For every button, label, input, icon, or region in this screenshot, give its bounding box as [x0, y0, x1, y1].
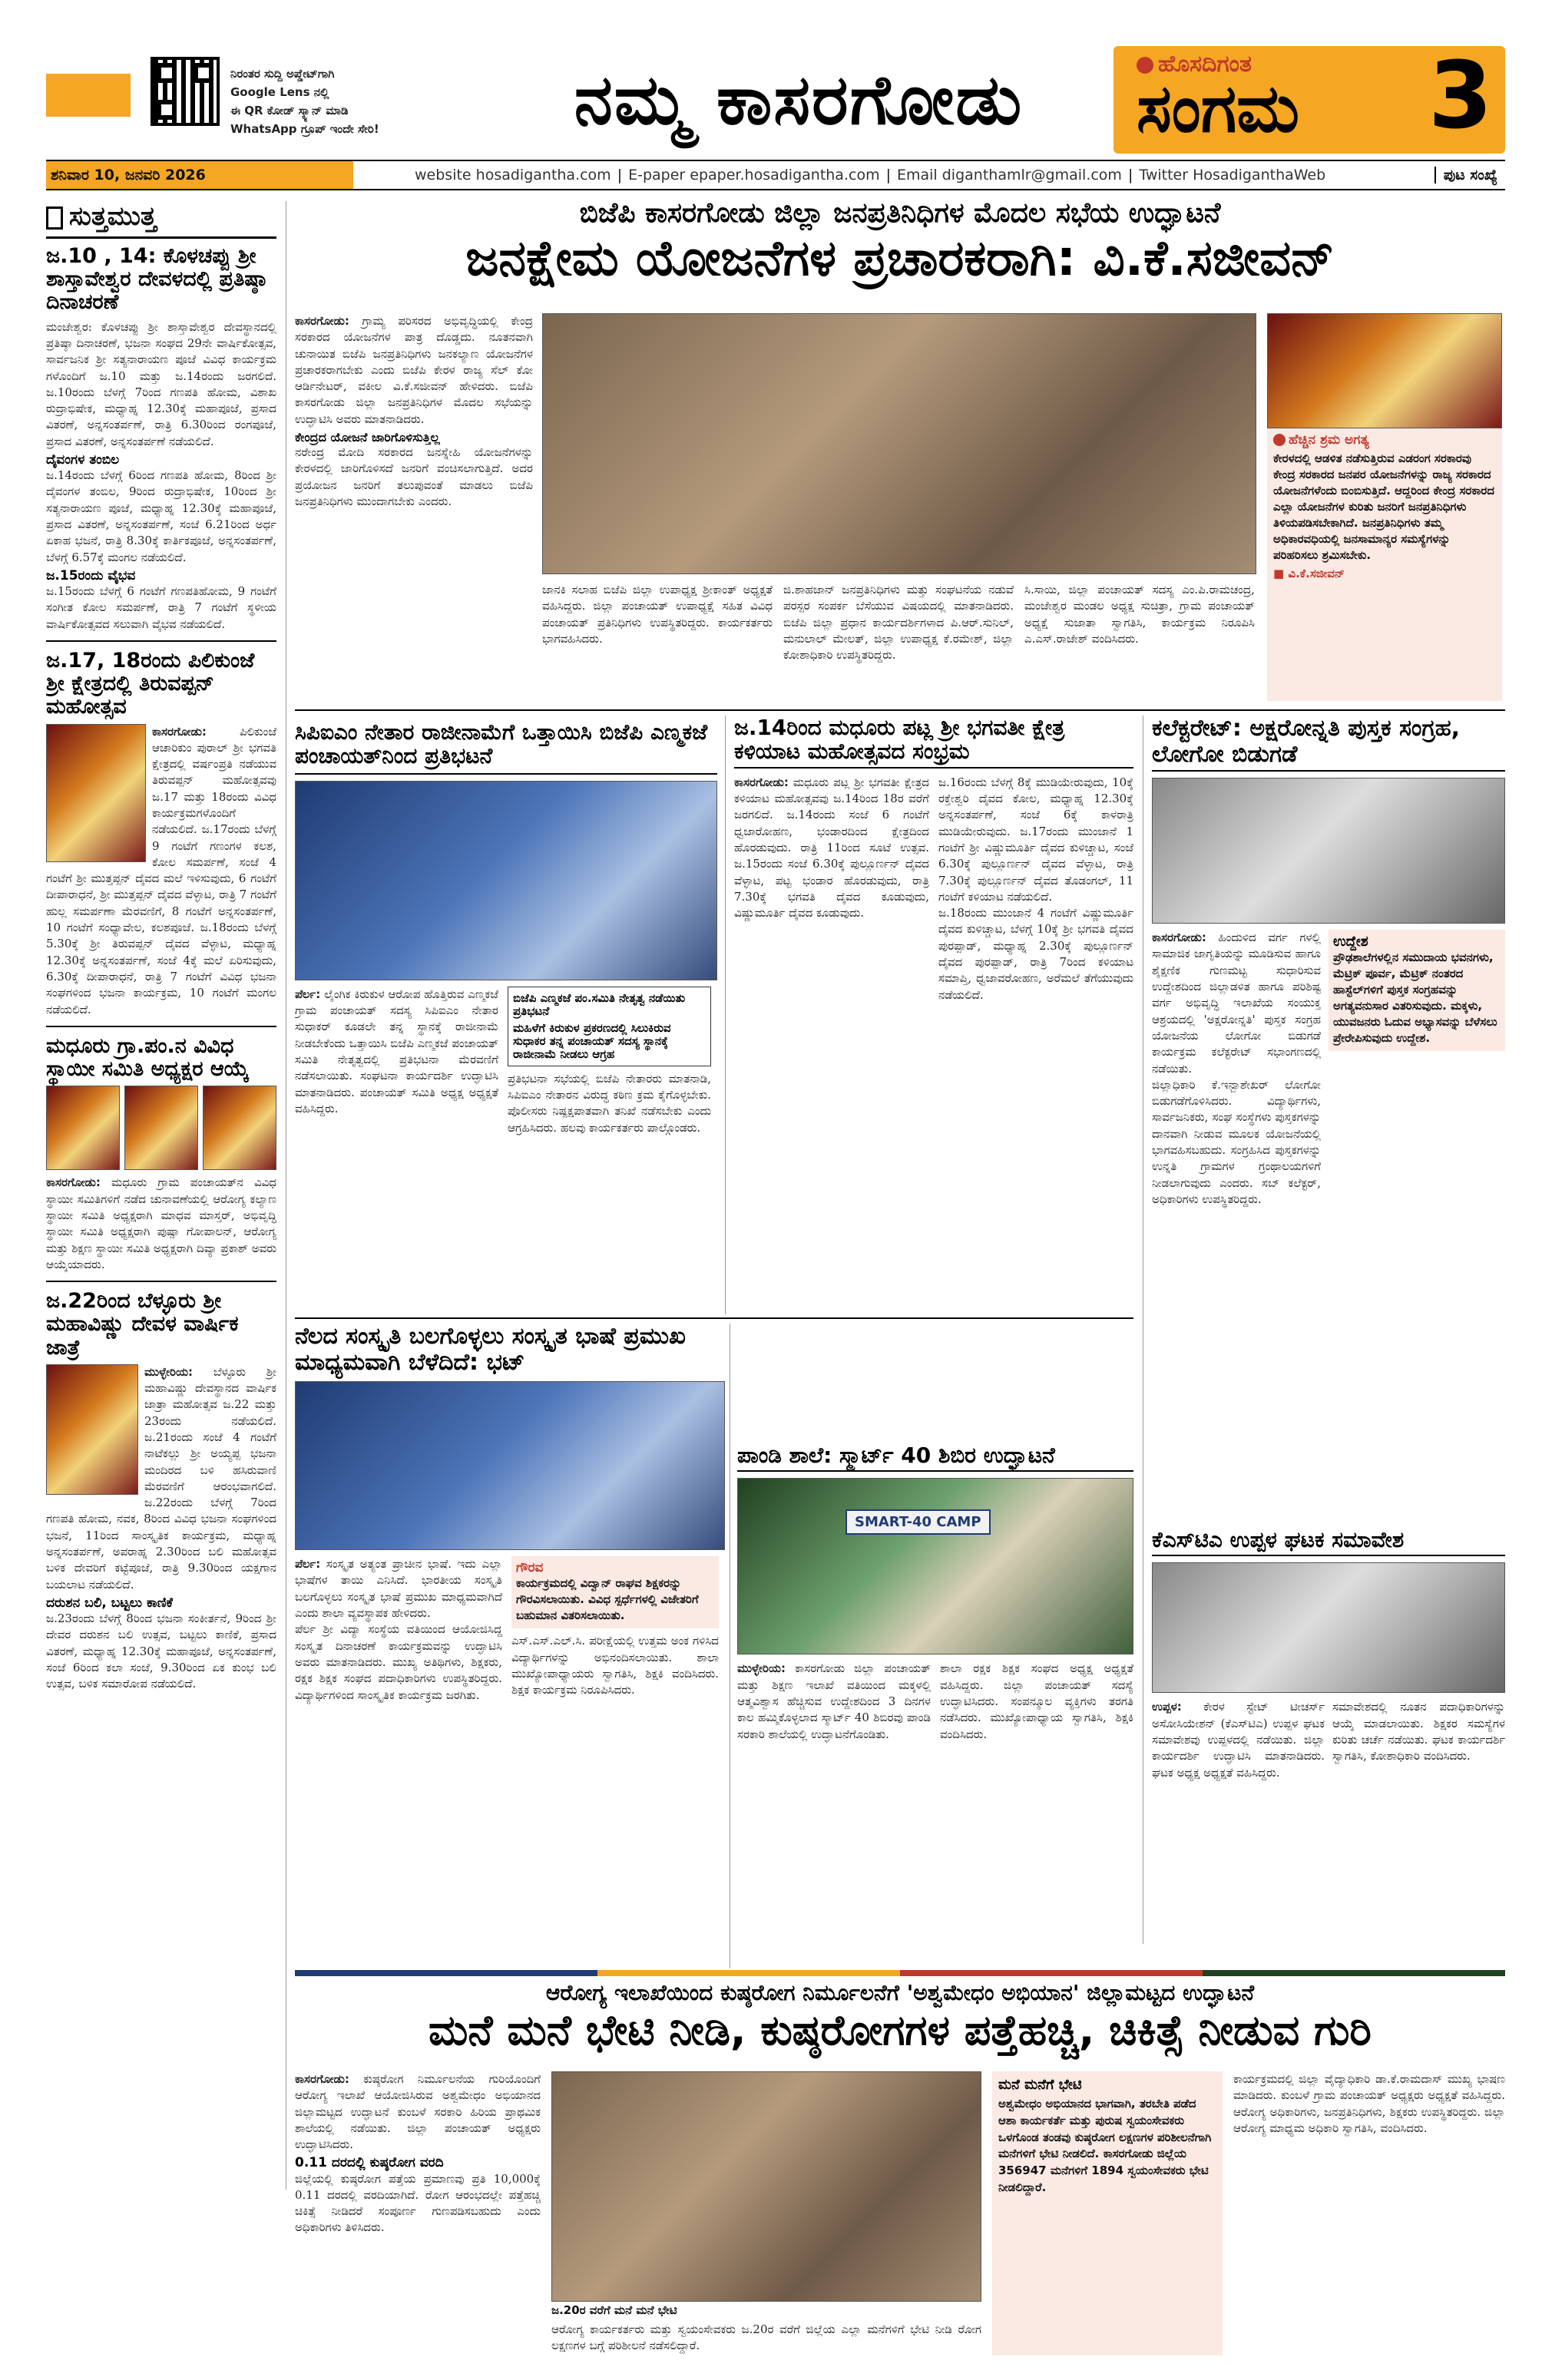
story-body: ಜ.16ರಂದು ಬೆಳಗ್ಗೆ 8ಕ್ಕೆ ಮುಡಿಯೇರುವುದು, 10ಕ್ಕೆ ರಕ್ತೇಶ್ವರಿ ದೈವದ ಕೋಲ, ಮಧ್ಯಾಹ್ನ 12.30ಕ್ಕೆ ಅನ್ನಸಂತರ್ಪಣೆ, ಸಂಜೆ 6ಕ್ಕೆ ಕಾಳರಾತ್ರಿ ಮುಡಿಯೇರುವುದು. ಜ.17ರಂದು ಮುಂಜಾನೆ 1 ಗಂಟೆಗೆ ಶ್ರೀ ವಿಷ್ಣುಮೂರ್ತಿ ದೈವದ ಕುಳಿಚ್ಚಾಟ, ಸಂಜೆ 6.30ಕ್ಕೆ ಪುಲ್ಲೂರ್ಣನ್ ದೈವದ ವೆಳ್ಳಾಟ, ರಾತ್ರಿ 7.30ಕ್ಕೆ ಪುಲ್ಲೂರ್ಣನ್ ದೈವದ ತೊಡಂಗಲ್, 11 ಗಂಟೆಗೆ ಕಳಿಯಾಟ ನಡೆಯಲಿದೆ.	[938, 775, 1133, 904]
story-smart40	[737, 1443, 1133, 1965]
lead-kicker: ಬಿಜೆಪಿ ಕಾಸರಗೋಡು ಜಿಲ್ಲಾ ಜನಪ್ರತಿನಿಧಿಗಳ ಮೊದಲ ಸಭೆಯ ಉದ್ಘಾಟನೆ	[579, 198, 1221, 229]
separator: |	[1127, 167, 1133, 183]
story-columns	[737, 1661, 1133, 1742]
masthead-title: ನಮ್ಮ ಕಾಸರಗೋಡು	[574, 60, 1024, 140]
story-sanskrit-block	[295, 1324, 725, 1968]
brief-title: ಜ.17, 18ರಂದು ಪಿಲಿಕುಂಜೆ ಶ್ರೀ ಕ್ಷೇತ್ರದಲ್ಲಿ ತಿರುವಪ್ಪನ್ ಮಹೋತ್ಸವ	[46, 648, 255, 719]
story-headline: ನೆಲದ ಸಂಸ್ಕೃತಿ ಬಲಗೊಳ್ಳಲು ಸಂಸ್ಕೃತ ಭಾಷೆ ಪ್ರಮುಖ ಮಾಧ್ಯಮವಾಗಿ ಬೆಳೆದಿದೆ: ಭಟ್	[295, 1324, 686, 1376]
whatsapp-promo	[230, 64, 491, 138]
story-body-text: ಹಿಂದುಳಿದ ವರ್ಗ ಗಳಲ್ಲಿ ಸಾಮಾಜಿಕ ಜಾಗೃತಿಯನ್ನು ಮೂಡಿಸುವ ಹಾಗೂ ಶೈಕ್ಷಣಿಕ ಗುಣಮಟ್ಟ ಸುಧಾರಿಸುವ ಉದ್ದೇಶದಿಂದ ಜಿಲ್ಲಾಡಳಿತ ಹಾಗೂ ಪರಿಶಿಷ್ಟ ವರ್ಗ ಅಭಿವೃದ್ಧಿ ಇಲಾಖೆಯ ಸಂಯುಕ್ತ ಆಶ್ರಯದಲ್ಲಿ 'ಅಕ್ಷರೋನ್ನತಿ' ಪುಸ್ತಕ ಸಂಗ್ರಹ ಯೋಜನೆಯ ಲೋಗೋ ಬಿಡುಗಡೆ ಕಾರ್ಯಕ್ರಮ ಕಲೆಕ್ಟರೇಟ್ ಸಭಾಂಗಣದಲ್ಲಿ ನಡೆಯಿತು.	[1152, 931, 1321, 1076]
story-collectorate	[1152, 716, 1505, 1483]
divider	[46, 1281, 276, 1282]
quote-icon	[1273, 434, 1286, 446]
story-body	[295, 1556, 502, 1621]
portrait	[46, 1086, 120, 1170]
story-kstea	[1152, 1528, 1505, 1965]
decorative-strip	[295, 1970, 1505, 1976]
bottom-story	[295, 1981, 1505, 2365]
story-columns	[1152, 1699, 1505, 1780]
story-body: ಶಾಲಾ ರಕ್ಷಕ ಶಿಕ್ಷಕ ಸಂಘದ ಅಧ್ಯಕ್ಷ ಅಧ್ಯಕ್ಷತೆ ವಹಿಸಿದ್ದರು. ಜಿಲ್ಲಾ ಪಂಚಾಯತ್ ಸದಸ್ಯೆ ಉದ್ಘಾಟಿಸಿದರು. ಸಂಪನ್ಮೂಲ ವ್ಯಕ್ತಿಗಳು ತರಗತಿ ನಡೆಸಿದರು. ಮುಖ್ಯೋಪಾಧ್ಯಾಯ ಸ್ವಾಗತಿಸಿ, ಶಿಕ್ಷಕಿ ವಂದಿಸಿದರು.	[940, 1661, 1133, 1741]
divider	[295, 1317, 1133, 1319]
bottom-kicker: ಆರೋಗ್ಯ ಇಲಾಖೆಯಿಂದ ಕುಷ್ಠರೋಗ ನಿರ್ಮೂಲನೆಗೆ 'ಅಶ್ವಮೇಧಂ ಅಭಿಯಾನ' ಜಿಲ್ಲಾಮಟ್ಟದ ಉದ್ಘಾಟನೆ	[545, 1981, 1255, 2005]
story-body: ಜಿಲ್ಲಾಧಿಕಾರಿ ಕೆ.ಇನ್ಬಾಶೇಖರ್ ಲೋಗೋ ಬಿಡುಗಡೆಗೊಳಿಸಿದರು. ವಿದ್ಯಾರ್ಥಿಗಳು, ಸಾರ್ವಜನಿಕರು, ಸಂಘ ಸಂಸ್ಥೆಗಳು ಪುಸ್ತಕಗಳನ್ನು ದಾನವಾಗಿ ನೀಡುವ ಮೂಲಕ ಯೋಜನೆಯಲ್ಲಿ ಭಾಗವಹಿಸಬಹುದು. ಸಂಗ್ರಹಿಸಿದ ಪುಸ್ತಕಗಳನ್ನು ಉನ್ನತಿ ಗ್ರಾಮಗಳ ಗ್ರಂಥಾಲಯಗಳಿಗೆ ನೀಡಲಾಗುವುದು ಎಂದರು. ಸಬ್ ಕಲೆಕ್ಟರ್, ಅಧಿಕಾರಿಗಳು ಉಪಸ್ಥಿತರಿದ್ದರು.	[1152, 1077, 1321, 1206]
honour-body: ಕಾರ್ಯಕ್ರಮದಲ್ಲಿ ವಿದ್ವಾನ್ ರಾಘವ ಶಿಕ್ಷಕರನ್ನು ಗೌರವಿಸಲಾಯಿತು. ವಿವಿಧ ಸ್ಪರ್ಧೆಗಳಲ್ಲಿ ವಿಜೇತರಿಗೆ ಬಹುಮಾನ ವಿತರಿಸಲಾಯಿತು.	[516, 1576, 699, 1623]
lead-side-photo	[1267, 313, 1502, 428]
dateline: ಕಾಸರಗೋಡು:	[46, 1175, 101, 1190]
portrait	[124, 1086, 198, 1170]
story-body	[295, 987, 498, 1117]
quote-author-name: ವಿ.ಕೆ.ಸಜೀವನ್	[1288, 567, 1345, 581]
brief-body: ಜ.15ರಂದು ಬೆಳಗ್ಗೆ 6 ಗಂಟೆಗೆ ಗಣಪತಿಹೋಮ, 9 ಗಂಟೆಗೆ ಸಂಗೀತ ಕೋಲ ಸಮರ್ಪಣೆ, ರಾತ್ರಿ 7 ಗಂಟೆಗೆ ಸ್ಥಳೀಯ ವಾರ್ಷಿಕೋತ್ಸವದ ಸಲುವಾಗಿ ವೈಭವ ನಡೆಯಲಿದೆ.	[46, 583, 276, 631]
brief-subhead: ದರುಶನ ಬಲಿ, ಬಟ್ಟಲು ಕಾಣಿಕೆ	[46, 1595, 173, 1611]
brief-title: ಮಧೂರು ಗ್ರಾ.ಪಂ.ನ ವಿವಿಧ ಸ್ಥಾಯೀ ಸಮಿತಿ ಅಧ್ಯಕ್ಷರ ಆಯ್ಕೆ	[46, 1033, 250, 1082]
story-columns	[734, 775, 1133, 1003]
smart40-camp-photo	[737, 1478, 1133, 1654]
story-col	[938, 775, 1133, 1003]
side-box	[1329, 930, 1505, 1051]
story-col	[737, 1661, 931, 1742]
dateline: ಕಾಸರಗೋಡು:	[295, 314, 349, 328]
lead-story	[295, 198, 1505, 705]
story-columns	[1152, 930, 1505, 1208]
divider	[46, 1026, 276, 1027]
lead-body: ನರೇಂದ್ರ ಮೋದಿ ಸರಕಾರದ ಜನಸ್ನೇಹಿ ಯೋಜನೆಗಳನ್ನು ಕೇರಳದಲ್ಲಿ ಜಾರಿಗೊಳಿಸದೆ ಜನರಿಗೆ ವಂಚಿಸಲಾಗುತ್ತಿದೆ. ಅದರ ಪ್ರಯೋಜನ ಜನರಿಗೆ ತಲುಪುವಂತೆ ಮಾಡಲು ಬಿಜೆಪಿ ಜನಪ್ರತಿನಿಧಿಗಳು ಮುಂದಾಗಬೇಕು ಎಂದರು.	[295, 445, 533, 508]
brief-body: ಮಂಜೇಶ್ವರ: ಕೊಳಚಪ್ಪು ಶ್ರೀ ಶಾಸ್ತಾವೇಶ್ವರ ದೇವಸ್ಥಾನದಲ್ಲಿ ಪ್ರತಿಷ್ಠಾ ದಿನಾಚರಣೆ, ಭಜನಾ ಸಂಘದ 29ನೇ ವಾರ್ಷಿಕೋತ್ಸವ, ಸಾರ್ವಜನಿಕ ಶ್ರೀ ಸತ್ಯನಾರಾಯಣ ಪೂಜೆ ವಿವಿಧ ಕಾರ್ಯಕ್ರಮ ಗಳೊಂದಿಗೆ ಜ.10 ಮತ್ತು ಜ.14ರಂದು ಜರಗಲಿದೆ. ಜ.10ರಂದು ಬೆಳಗ್ಗೆ 7ರಿಂದ ಗಣಪತಿ ಹೋಮ, ವಿಶಾಖ ರುದ್ರಾಭಿಷೇಕ, ಮಧ್ಯಾಹ್ನ 12.30ಕ್ಕೆ ಮಹಾಪೂಜೆ, ಪ್ರಸಾದ ವಿತರಣೆ, ಅನ್ನಸಂತರ್ಪಣೆ, ರಾತ್ರಿ 6.30ರಿಂದ ರಂಗಪೂಜೆ, ಪ್ರಸಾದ ವಿತರಣೆ, ಅನ್ನಸಂತರ್ಪಣೆ ನಡೆಯಲಿದೆ.	[46, 319, 276, 448]
quote-author: ■ ವಿ.ಕೆ.ಸಜೀವನ್	[1273, 567, 1345, 581]
dateline: ಉಪ್ಪಳ:	[1152, 1700, 1182, 1714]
website-link[interactable]: website hosadigantha.com	[415, 167, 611, 183]
page-label: ಪುಟ ಸಂಖ್ಯೆ	[1434, 167, 1505, 183]
story-columns	[295, 1556, 725, 1704]
lead-col-1	[295, 313, 533, 510]
brand-name: ಹೊಸದಿಗಂತ	[1158, 51, 1252, 78]
story-col	[295, 987, 498, 1136]
brief-body: ಜ.14ರಂದು ಬೆಳಗ್ಗೆ 6ರಿಂದ ಗಣಪತಿ ಹೋಮ, 8ರಿಂದ ಶ್ರೀ ದೈವಂಗಳ ತಂಬಿಲ, 9ರಿಂದ ರುದ್ರಾಭಿಷೇಕ, 10ರಿಂದ ಶ್ರೀ ಸತ್ಯನಾರಾಯಣ ಪೂಜೆ, ಮಧ್ಯಾಹ್ನ 12.30ಕ್ಕೆ ಮಹಾಪೂಜೆ, ಪ್ರಸಾದ ವಿತರಣೆ, ಅನ್ನಸಂತರ್ಪಣೆ, ಸಂಜೆ 6.21ರಿಂದ ಅರ್ಧ ಏಕಾಹ ಭಜನೆ, ರಾತ್ರಿ 8.30ಕ್ಕೆ ಕಾರ್ತಿಕಪೂಜೆ, ಅನ್ನಸಂತರ್ಪಣೆ, ಬೆಳಗ್ಗೆ 6.57ಕ್ಕೆ ಮಂಗಲ ನಡೆಯಲಿದೆ.	[46, 468, 276, 564]
promo-line: ಈ QR ಕೋಡ್ ಸ್ಕ್ಯಾನ್ ಮಾಡಿ	[230, 104, 349, 117]
separator: |	[885, 167, 891, 183]
dateline: ಕಾಸರಗೋಡು:	[295, 2072, 349, 2086]
story-col	[1329, 930, 1505, 1208]
brief-subhead: ಜ.15ರಂದು ವೈಭವ	[46, 567, 136, 583]
story-body-text: ಸಂಸ್ಕೃತ ಅತ್ಯಂತ ಪ್ರಾಚೀನ ಭಾಷೆ. ಇದು ಎಲ್ಲಾ ಭಾಷೆಗಳ ತಾಯಿ ಎನಿಸಿದೆ. ಭಾರತೀಯ ಸಂಸ್ಕೃತಿ ಬಲಗೊಳ್ಳಲು ಸಂಸ್ಕೃತ ಭಾಷೆ ಪ್ರಮುಖ ಮಾಧ್ಯಮವಾಗಿದೆ ಎಂದು ಶಾಲಾ ವ್ಯವಸ್ಥಾಪಕ ಹೇಳಿದರು.	[295, 1557, 502, 1621]
divider	[295, 709, 1505, 711]
sanskrit-event-photo	[295, 1381, 725, 1550]
divider	[46, 640, 276, 642]
story-col	[734, 775, 929, 1003]
story-col	[1152, 930, 1321, 1208]
accent-bar-left	[46, 74, 131, 117]
home-visit-box	[992, 2071, 1223, 2355]
bottom-col-2	[551, 2322, 981, 2355]
kstea-photo	[1152, 1562, 1505, 1693]
honour-title: ಗೌರವ	[516, 1560, 544, 1576]
story-body	[1152, 1699, 1325, 1780]
brief-body-text: ಮಧೂರು ಗ್ರಾಮ ಪಂಚಾಯತ್‌ನ ವಿವಿಧ ಸ್ಥಾಯೀ ಸಮಿತಿಗಳಿಗೆ ನಡೆದ ಚುನಾವಣೆಯಲ್ಲಿ ಆರೋಗ್ಯ ಕಲ್ಯಾಣ ಸ್ಥಾಯೀ ಸಮಿತಿ ಅಧ್ಯಕ್ಷರಾಗಿ ಮಾಧವ ಮಾಸ್ತರ್, ಅಭಿವೃದ್ಧಿ ಸ್ಥಾಯೀ ಸಮಿತಿ ಅಧ್ಯಕ್ಷರಾಗಿ ಪುಷ್ಪಾ ಗೋಪಾಲನ್, ಆರೋಗ್ಯ ಮತ್ತು ಶಿಕ್ಷಣ ಸ್ಥಾಯೀ ಸಮಿತಿ ಅಧ್ಯಕ್ಷರಾಗಿ ದಿವ್ಯಾ ಪ್ರಕಾಶ್ ಅವರು ಆಯ್ಕೆಯಾದರು.	[46, 1175, 276, 1271]
story-headline: ಜ.14ರಿಂದ ಮಧೂರು ಪಟ್ಲ ಶ್ರೀ ಭಗವತೀ ಕ್ಷೇತ್ರ ಕಳಿಯಾಟ ಮಹೋತ್ಸವದ ಸಂಭ್ರಮ	[734, 716, 1133, 769]
side-box-title: ಉದ್ದೇಶ	[1333, 934, 1368, 950]
photo-caption: ಜ.20ರ ವರೆಗೆ ಮನೆ ಮನೆ ಭೇಟಿ	[551, 2303, 677, 2317]
dateline: ಮುಳ್ಳೇರಿಯ:	[737, 1661, 786, 1676]
honour-box	[511, 1556, 719, 1628]
story-body: ಜಿಲ್ಲೆಯಲ್ಲಿ ಕುಷ್ಠರೋಗ ಪತ್ತೆಯ ಪ್ರಮಾಣವು ಪ್ರತಿ 10,000ಕ್ಕೆ 0.11 ದರದಲ್ಲಿ ವರದಿಯಾಗಿದೆ. ರೋಗ ಆರಂಭದಲ್ಲೇ ಪತ್ತೆಹಚ್ಚಿ ಚಿಕಿತ್ಸೆ ನೀಡಿದರೆ ಸಂಪೂರ್ಣ ಗುಣಪಡಿಸಬಹುದು ಎಂದು ಅಧಿಕಾರಿಗಳು ತಿಳಿಸಿದರು.	[295, 2171, 541, 2235]
brief-body-text: ಪಿಲಿಕುಂಜೆ ಆಚಾರಿಕುಂ ಪುರಾಲ್ ಶ್ರೀ ಭಗವತಿ ಕ್ಷೇತ್ರದಲ್ಲಿ ವರ್ಷಂಪ್ರತಿ ನಡೆಯುವ ತಿರುವಪ್ಪನ್ ಮಹೋತ್ಸವವು ಜ.17 ಮತ್ತು 18ರಂದು ವಿವಿಧ ಕಾರ್ಯಕ್ರಮಗಳೊಂದಿಗೆ ನಡೆಯಲಿದೆ. ಜ.17ರಂದು ಬೆಳಗ್ಗೆ 9 ಗಂಟೆಗೆ ಗಣಂಗಳ ಕಲಶ, ಕೋಲ ಸಮರ್ಪಣೆ, ಸಂಜೆ 4 ಗಂಟೆಗೆ ಶ್ರೀ ಮುತ್ತಪ್ಪನ್ ದೈವದ ಮಲೆ ಇಳಿಸುವುದು, 6 ಗಂಟೆಗೆ ದೀಪಾರಾಧನೆ, ಶ್ರೀ ಮುತ್ತಪ್ಪನ್ ದೈವದ ವೆಳ್ಳಾಟ, ರಾತ್ರಿ 7 ಗಂಟೆಗೆ ಹುಲ್ಲ ಸಮರ್ಪಣಾ ಮೆರವಣಿಗೆ, 8 ಗಂಟೆಗೆ ಅನ್ನಸಂತರ್ಪಣೆ, 10 ಗಂಟೆಗೆ ಸಂಧ್ಯಾವೇಲ, ಕಲಶಪೂಜೆ. ಜ.18ರಂದು ಬೆಳಗ್ಗೆ 5.30ಕ್ಕೆ ಶ್ರೀ ತಿರುವಪ್ಪನ್ ದೈವದ ವೆಳ್ಳಾಟ, ಮಧ್ಯಾಹ್ನ 12.30ಕ್ಕೆ ಅನ್ನಸಂತರ್ಪಣೆ, ಸಂಜೆ 4ಕ್ಕೆ ಮಲೆ ಏರಿಸುವುದು, 6.30ಕ್ಕೆ ದೀಪಾರಾಧನೆ, ರಾತ್ರಿ 7 ಗಂಟೆಗೆ ವಿವಿಧ ಭಜನಾ ಸಂಘಗಳಿಂದ ಭಜನಾ ಕಾರ್ಯಕ್ರಮ, 10 ಗಂಟೆಗೆ ಮಂಗಲ ನಡೆಯಲಿದೆ.	[46, 724, 276, 1016]
dateline: ಪೆರ್ಲ:	[295, 987, 321, 1001]
lead-body: ಜಾನಕಿ ಸಲಾಹ ಬಿಜೆಪಿ ಜಿಲ್ಲಾ ಉಪಾಧ್ಯಕ್ಷ ಶ್ರೀಕಾಂತ್ ಅಧ್ಯಕ್ಷತೆ ವಹಿಸಿದ್ದರು. ಜಿಲ್ಲಾ ಪಂಚಾಯತ್ ಉಪಾಧ್ಯಕ್ಷೆ ಸಹಿತ ವಿವಿಧ ಪಂಚಾಯತ್ ಪ್ರತಿನಿಧಿಗಳು ಉಪಸ್ಥಿತರಿದ್ದರು. ಕಾರ್ಯಕರ್ತರು ಭಾಗವಹಿಸಿದರು.	[542, 583, 773, 646]
portrait-row	[46, 1086, 276, 1170]
story-col	[1332, 1699, 1505, 1780]
lead-headline: ಜನಕ್ಷೇಮ ಯೋಜನೆಗಳ ಪ್ರಚಾರಕರಾಗಿ: ವಿ.ಕೆ.ಸಜೀವನ್	[465, 230, 1335, 288]
lead-body-text: ಗ್ರಾಮ್ಯ ಪರಿಸರದ ಅಭಿವೃದ್ಧಿಯಲ್ಲಿ ಕೇಂದ್ರ ಸರಕಾರದ ಯೋಜನೆಗಳ ಪಾತ್ರ ದೊಡ್ಡದು. ನೂತನವಾಗಿ ಚುನಾಯಿತ ಬಿಜೆಪಿ ಜನಪ್ರತಿನಿಧಿಗಳು ಜನಕಲ್ಯಾಣ ಯೋಜನೆಗಳ ಪ್ರಚಾರಕರಾಗಬೇಕು ಎಂದು ಬಿಜೆಪಿ ಕೇರಳ ರಾಜ್ಯ ಸೆಲ್ ಕೋ ಆರ್ಡಿನೇಟರ್, ವಕೀಲ ವಿ.ಕೆ.ಸಜೀವನ್ ಹೇಳಿದರು. ಬಿಜೆಪಿ ಕಾಸರಗೋಡು ಜಿಲ್ಲಾ ಜನಪ್ರತಿನಿಧಿಗಳ ಮೊದಲ ಸಭೆಯನ್ನು ಉದ್ಘಾಟಿಸಿ ಅವರು ಮಾತನಾಡಿದರು.	[295, 314, 533, 426]
story-body	[295, 2071, 541, 2153]
story-body: ಕಾರ್ಯಕ್ರಮದಲ್ಲಿ ಜಿಲ್ಲಾ ವೈದ್ಯಾಧಿಕಾರಿ ಡಾ.ಕೆ.ರಾಮದಾಸ್ ಮುಖ್ಯ ಭಾಷಣ ಮಾಡಿದರು. ಕುಂಬಳೆ ಗ್ರಾಮ ಪಂಚಾಯತ್ ಅಧ್ಯಕ್ಷರು ಅಧ್ಯಕ್ಷತೆ ವಹಿಸಿದ್ದರು. ಆರೋಗ್ಯ ಅಧಿಕಾರಿಗಳು, ಜನಪ್ರತಿನಿಧಿಗಳು, ಶಿಕ್ಷಕರು ಉಪಸ್ಥಿತರಿದ್ದರು. ಜಿಲ್ಲಾ ಆರೋಗ್ಯ ಮಾಧ್ಯಮ ಅಧಿಕಾರಿ ಸ್ವಾಗತಿಸಿ, ವಂದಿಸಿದರು.	[1233, 2072, 1505, 2135]
brief-subhead: ದೈವಂಗಳ ತಂಬಿಲ	[46, 452, 120, 468]
quote-body: ಕೇರಳದಲ್ಲಿ ಆಡಳಿತ ನಡೆಸುತ್ತಿರುವ ಎಡರಂಗ ಸರಕಾರವು ಕೇಂದ್ರ ಸರಕಾರದ ಜನಪರ ಯೋಜನೆಗಳನ್ನು ರಾಜ್ಯ ಸರಕಾರದ ಯೋಜನೆಗಳೆಂದು ಬಿಂಬಿಸುತ್ತಿದೆ. ಆದ್ದರಿಂದ ಕೇಂದ್ರ ಸರಕಾರದ ಎಲ್ಲಾ ಯೋಜನೆಗಳ ಕುರಿತು ಜನರಿಗೆ ಜನಪ್ರತಿನಿಧಿಗಳು ತಿಳಿಯಪಡಿಸಬೇಕಾಗಿದೆ. ಜನಪ್ರತಿನಿಧಿಗಳು ತಮ್ಮ ಅಧಿಕಾರವಧಿಯಲ್ಲಿ ಜನಸಾಮಾನ್ಯರ ಸಮಸ್ಯೆಗಳನ್ನು ಪರಿಹರಿಸಲು ಶ್ರಮಿಸಬೇಕು.	[1273, 451, 1495, 563]
story-headline: ಸಿಪಿಐಎಂ ನೇತಾರ ರಾಜೀನಾಮೆಗೆ ಒತ್ತಾಯಿಸಿ ಬಿಜೆಪಿ ಎಣ್ಮಕಜೆ ಪಂಚಾಯತ್‌ನಿಂದ ಪ್ರತಿಭಟನೆ	[295, 716, 717, 775]
logo-release-photo	[1152, 778, 1505, 924]
story-body: ಪೆರ್ಲ ಶ್ರೀ ವಿದ್ಯಾ ಸಂಸ್ಥೆಯ ವತಿಯಿಂದ ಆಯೋಜಿಸಿದ್ದ ಸಂಸ್ಕೃತ ದಿನಾಚರಣೆ ಕಾರ್ಯಕ್ರಮವನ್ನು ಉದ್ಘಾಟಿಸಿ ಅವರು ಮಾತನಾಡಿದರು. ಮುಖ್ಯ ಅತಿಥಿಗಳು, ಶಿಕ್ಷಕರು, ರಕ್ಷಕ ಶಿಕ್ಷಕ ಸಂಘದ ಪದಾಧಿಕಾರಿಗಳು ಉಪಸ್ಥಿತರಿದ್ದರು. ವಿದ್ಯಾರ್ಥಿಗಳಿಂದ ಸಾಂಸ್ಕೃತಿಕ ಕಾರ್ಯಕ್ರಮ ಜರಗಿತು.	[295, 1622, 502, 1702]
story-body-text: ಕಾಸರಗೋಡು ಜಿಲ್ಲಾ ಪಂಚಾಯತ್ ಮತ್ತು ಶಿಕ್ಷಣ ಇಲಾಖೆ ವತಿಯಿಂದ ಮಕ್ಕಳಲ್ಲಿ ಆತ್ಮವಿಶ್ವಾಸ ಹೆಚ್ಚಿಸುವ ಉದ್ದೇಶದಿಂದ 3 ದಿನಗಳ ಕಾಲ ಹಮ್ಮಿಕೊಳ್ಳಲಾದ ಸ್ಮಾರ್ಟ್ 40 ಶಿಬಿರವು ಪಾಂಡಿ ಸರಕಾರಿ ಶಾಲೆಯಲ್ಲಿ ಉದ್ಘಾಟನೆಗೊಂಡಿತು.	[737, 1661, 931, 1741]
bottom-col-1	[295, 2071, 541, 2236]
home-visit-title: ಮನೆ ಮನೆಗೆ ಭೇಟಿ	[998, 2077, 1082, 2093]
brief-title: ಜ.10 , 14: ಕೊಳಚಪ್ಪು ಶ್ರೀ ಶಾಸ್ತಾವೇಶ್ವರ ದೇವಳದಲ್ಲಿ ಪ್ರತಿಷ್ಠಾ ದಿನಾಚರಣೆ	[46, 244, 266, 315]
lead-body	[295, 313, 533, 428]
story-body-text: ಮಧೂರು ಪಟ್ಲ ಶ್ರೀ ಭಗವತೀ ಕ್ಷೇತ್ರದ ಕಳಿಯಾಟ ಮಹೋತ್ಸವವು ಜ.14ರಿಂದ 18ರ ವರೆಗೆ ಜರಗಲಿದೆ. ಜ.14ರಂದು ಸಂಜೆ 6 ಗಂಟೆಗೆ ಧ್ವಜಾರೋಹಣ, ಭಂಡಾರದಿಂದ ಕ್ಷೇತ್ರದಿಂದ ಹೊರಡುವುದು. ರಾತ್ರಿ 11ರಿಂದ ಸೂಟೆ ಉತ್ಸವ. ಜ.15ರಂದು ಸಂಜೆ 6.30ಕ್ಕೆ ಪುಲ್ಲೂರ್ಣನ್ ದೈವದ ವೆಳ್ಳಾಟ, ಪಟ್ಟ ಭಂಡಾರ ಹೊರಡುವುದು, ರಾತ್ರಿ 7.30ಕ್ಕೆ ಭಗವತಿ ದೈವದ ಕೂಡುವುದು, ವಿಷ್ಣುಮೂರ್ತಿ ದೈವದ ಕೂಡುವುದು.	[734, 775, 929, 921]
story-col	[295, 1556, 502, 1704]
dateline: ಪೆರ್ಲ:	[295, 1557, 321, 1572]
story-body: ಆರೋಗ್ಯ ಕಾರ್ಯಕರ್ತರು ಮತ್ತು ಸ್ವಯಂಸೇವಕರು ಜ.20ರ ವರೆಗೆ ಜಿಲ್ಲೆಯ ಎಲ್ಲಾ ಮನೆಗಳಿಗೆ ಭೇಟಿ ನೀಡಿ ರೋಗ ಲಕ್ಷಣಗಳ ಬಗ್ಗೆ ಪರಿಶೀಲನೆ ನಡೆಸಲಿದ್ದಾರೆ.	[551, 2322, 981, 2353]
story-body: ಸಮಾವೇಶದಲ್ಲಿ ನೂತನ ಪದಾಧಿಕಾರಿಗಳನ್ನು ಆಯ್ಕೆ ಮಾಡಲಾಯಿತು. ಶಿಕ್ಷಕರ ಸಮಸ್ಯೆಗಳ ಕುರಿತು ಚರ್ಚೆ ನಡೆಯಿತು. ಘಟಕ ಕಾರ್ಯದರ್ಶಿ ಸ್ವಾಗತಿಸಿ, ಕೋಶಾಧಿಕಾರಿ ವಂದಿಸಿದರು.	[1332, 1700, 1505, 1764]
columns-icon	[46, 207, 63, 230]
lead-col-4	[1024, 582, 1255, 647]
bottom-headline: ಮನೆ ಮನೆ ಭೇಟಿ ನೀಡಿ, ಕುಷ್ಠರೋಗಗಳ ಪತ್ತೆಹಚ್ಚಿ, ಚಿಕಿತ್ಸೆ ನೀಡುವ ಗುರಿ	[429, 2006, 1372, 2055]
story-cpim	[295, 716, 717, 1314]
quote-box	[1267, 428, 1502, 701]
bullet-box	[508, 987, 711, 1066]
issue-date: ಶನಿವಾರ 10, ಜನವರಿ 2026	[46, 161, 353, 189]
page-number: 3	[1428, 43, 1493, 150]
health-event-photo	[551, 2071, 981, 2302]
home-visit-body: ಅಶ್ವಮೇಧಂ ಅಭಿಯಾನದ ಭಾಗವಾಗಿ, ತರಬೇತಿ ಪಡೆದ ಆಶಾ ಕಾರ್ಯಕರ್ತೆ ಮತ್ತು ಪುರುಷ ಸ್ವಯಂಸೇವಕರು ಒಳಗೊಂಡ ತಂಡವು ಕುಷ್ಠರೋಗ ಲಕ್ಷಣಗಳ ಪರಿಶೀಲನೆಗಾಗಿ ಮನೆಗಳಿಗೆ ಭೇಟಿ ನೀಡಲಿದೆ. ಕಾಸರಗೋಡು ಜಿಲ್ಲೆಯ 356947 ಮನೆಗಳಿಗೆ 1894 ಸ್ವಯಂಸೇವಕರು ಭೇಟಿ ನೀಡಲಿದ್ದಾರೆ.	[998, 2097, 1212, 2194]
story-col	[511, 1556, 719, 1704]
promo-line: Google Lens ನಲ್ಲಿ	[230, 85, 329, 99]
story-body-text: ಕುಷ್ಠರೋಗ ನಿರ್ಮೂಲನೆಯ ಗುರಿಯೊಂದಿಗೆ ಆರೋಗ್ಯ ಇಲಾಖೆ ಆಯೋಜಿಸಿರುವ ಅಶ್ವಮೇಧಂ ಅಭಿಯಾನದ ಜಿಲ್ಲಾಮಟ್ಟದ ಉದ್ಘಾಟನೆ ಕುಂಬಳೆ ಸರಕಾರಿ ಹಿರಿಯ ಪ್ರಾಥಮಿಕ ಶಾಲೆಯಲ್ಲಿ ನಡೆಯಿತು. ಜಿಲ್ಲಾ ಪಂಚಾಯತ್ ಅಧ್ಯಕ್ಷರು ಉದ್ಘಾಟಿಸಿದರು.	[295, 2072, 541, 2152]
separator: |	[617, 167, 623, 183]
story-columns	[295, 987, 717, 1136]
bullet-item: ಮಹಿಳೆಗೆ ಕಿರುಕುಳ ಪ್ರಕರಣದಲ್ಲಿ ಸಿಲುಕಿರುವ ಸುಧಾಕರ ತನ್ನ ಪಂಚಾಯತ್ ಸದಸ್ಯ ಸ್ಥಾನಕ್ಕೆ ರಾಜೀನಾಮೆ ನೀಡಲು ಆಗ್ರಹ	[513, 1021, 671, 1061]
section-name: ಸಂಗಮ	[1137, 71, 1300, 147]
story-body	[1152, 930, 1321, 1077]
lead-col-2	[542, 582, 773, 647]
epaper-link[interactable]: E-paper epaper.hosadigantha.com	[628, 167, 880, 183]
protest-photo	[295, 781, 717, 980]
masthead	[0, 0, 1542, 183]
brief-body: ಜ.23ರಂದು ಬೆಳಗ್ಗೆ 8ರಿಂದ ಭಜನಾ ಸಂಕೀರ್ತನೆ, 9ರಿಂದ ಶ್ರೀ ದೇವರ ದರುಶನ ಬಲಿ ಉತ್ಸವ, ಬಟ್ಟಲು ಕಾಣಿಕೆ, ಪ್ರಸಾದ ವಿತರಣೆ, ಮಧ್ಯಾಹ್ನ 12.30ಕ್ಕೆ ಮಹಾಪೂಜೆ, ಅನ್ನಸಂತರ್ಪಣೆ, ಸಂಜೆ 6ರಿಂದ ಕಲಾ ಸಂಜೆ, 9.30ರಿಂದ ಏಕ ಕುಂಭ ಬಲಿ ಉತ್ಸವ, ಬಳಿಕ ಸಮಾರೋಪ ನಡೆಯಲಿದೆ.	[46, 1611, 276, 1691]
dateline: ಕಾಸರಗೋಡು:	[152, 724, 207, 739]
lead-col-3	[783, 582, 1014, 663]
story-body: ಪ್ರತಿಭಟನಾ ಸಭೆಯಲ್ಲಿ ಬಿಜೆಪಿ ನೇತಾರರು ಮಾತನಾಡಿ, ಸಿಪಿಐಎಂ ನೇತಾರನ ವಿರುದ್ಧ ಕಠಿಣ ಕ್ರಮ ಕೈಗೊಳ್ಳಬೇಕು. ಪೊಲೀಸರು ನಿಷ್ಪಕ್ಷಪಾತವಾಗಿ ತನಿಖೆ ನಡೆಸಬೇಕು ಎಂದು ಆಗ್ರಹಿಸಿದರು. ಹಲವು ಕಾರ್ಯಕರ್ತರು ಪಾಲ್ಗೊಂಡರು.	[508, 1071, 711, 1135]
qr-code-icon[interactable]	[151, 57, 220, 126]
story-body: ಜ.18ರಂದು ಮುಂಜಾನೆ 4 ಗಂಟೆಗೆ ವಿಷ್ಣುಮೂರ್ತಿ ದೈವದ ಕುಳಿಚ್ಚಾಟ, ಬೆಳಗ್ಗೆ 10ಕ್ಕೆ ಶ್ರೀ ಭಗವತಿ ದೈವದ ಪುರಪ್ಪಾಡ್, ಮಧ್ಯಾಹ್ನ 2.30ಕ್ಕೆ ಪುಲ್ಲೂರ್ಣನ್ ದೈವದ ಪುರಪ್ಪಾಡ್, ರಾತ್ರಿ 7ರಿಂದ ಕಳಿಯಾಟ ಸಮಾಪ್ತಿ, ಧ್ವಜಾವರೋಹಣ, ಅರೆಮಲೆ ತೆಗೆಯುವುದು ನಡೆಯಲಿದೆ.	[938, 906, 1133, 1002]
lead-meeting-photo	[542, 313, 1256, 574]
email-link[interactable]: Email diganthamlr@gmail.com	[896, 167, 1122, 183]
quote-title-text: ಹೆಚ್ಚಿನ ಶ್ರಮ ಅಗತ್ಯ	[1289, 432, 1369, 448]
promo-line: WhatsApp ಗ್ರೂಪ್ ಇಂದೇ ಸೇರಿ!	[230, 122, 379, 136]
promo-line: ನಿರಂತರ ಸುದ್ದಿ ಅಪ್ಡೇಟ್‌ಗಾಗಿ	[230, 67, 335, 81]
lead-body: ಸಿ.ಸಾಯಿ, ಜಿಲ್ಲಾ ಪಂಚಾಯತ್ ಸದಸ್ಯ ಎಂ.ಪಿ.ರಾಮಚಂದ್ರ, ಮಂಜೇಶ್ವರ ಮಂಡಲ ಅಧ್ಯಕ್ಷ ಸುಚಿತ್ರಾ, ಗ್ರಾಮ ಪಂಚಾಯತ್ ಅಧ್ಯಕ್ಷೆ ಸುಜಾತಾ ಸ್ವಾಗತಿಸಿ, ಕಾರ್ಯಕ್ರಮ ನಿರೂಪಿಸಿ ಎ.ಎಸ್.ರಾಜೇಶ್ ವಂದಿಸಿದರು.	[1024, 583, 1255, 646]
portrait	[203, 1086, 276, 1170]
bottom-col-3	[1233, 2071, 1505, 2137]
story-body-text: ಕೇರಳ ಸ್ಟೇಟ್ ಟೀಚರ್ಸ್ ಅಸೋಸಿಯೇಶನ್ (ಕೆಎಸ್‌ಟಿಎ) ಉಪ್ಪಳ ಘಟಕ ಸಮಾವೇಶವು ಉಪ್ಪಳದಲ್ಲಿ ನಡೆಯಿತು. ಜಿಲ್ಲಾ ಕಾರ್ಯದರ್ಶಿ ಉದ್ಘಾಟಿಸಿ ಮಾತನಾಡಿದರು. ಘಟಕ ಅಧ್ಯಕ್ಷ ಅಧ್ಯಕ್ಷತೆ ವಹಿಸಿದ್ದರು.	[1152, 1700, 1325, 1780]
column-divider	[725, 716, 726, 1314]
dateline: ಮುಳ್ಳೇರಿಯ:	[144, 1364, 194, 1379]
story-col	[508, 987, 711, 1136]
story-headline: ಕಲೆಕ್ಟರೇಟ್: ಅಕ್ಷರೋನ್ನತಿ ಪುಸ್ತಕ ಸಂಗ್ರಹ, ಲೋಗೋ ಬಿಡುಗಡೆ	[1152, 716, 1505, 772]
twitter-link[interactable]: Twitter HosadiganthaWeb	[1139, 167, 1326, 183]
story-body	[734, 775, 929, 922]
brief-body	[46, 1175, 276, 1273]
dateline: ಕಾಸರಗೋಡು:	[734, 775, 789, 789]
dateline: ಕಾಸರಗೋಡು:	[1152, 931, 1206, 945]
bottom-subhead: 0.11 ದರದಲ್ಲಿ ಕುಷ್ಠರೋಗ ವರದಿ	[295, 2155, 444, 2171]
story-body-text: ಲೈಂಗಿಕ ಕಿರುಕುಳ ಆರೋಪ ಹೊತ್ತಿರುವ ಎಣ್ಮಕಜೆ ಗ್ರಾಮ ಪಂಚಾಯತ್ ಸದಸ್ಯ ಸಿಪಿಐಎಂ ನೇತಾರ ಸುಧಾಕರ್ ಕೂಡಲೇ ತನ್ನ ಸ್ಥಾನಕ್ಕೆ ರಾಜೀನಾಮೆ ನೀಡಬೇಕೆಂದು ಒತ್ತಾಯಿಸಿ ಬಿಜೆಪಿ ಎಣ್ಮಕಜೆ ಪಂಚಾಯತ್ ಸಮಿತಿ ನೇತೃತ್ವದಲ್ಲಿ ಪ್ರತಿಭಟನಾ ಮೆರವಣಿಗೆ ನಡೆಸಲಾಯಿತು. ಸಂಘಟನಾ ಕಾರ್ಯದರ್ಶಿ ಉದ್ಘಾಟಿಸಿ ಮಾತನಾಡಿದರು. ಪಂಚಾಯತ್ ಸಮಿತಿ ಅಧ್ಯಕ್ಷ ಅಧ್ಯಕ್ಷತೆ ವಹಿಸಿದ್ದರು.	[295, 987, 498, 1116]
brief-title: ಜ.22ರಿಂದ ಬೆಳ್ಳೂರು ಶ್ರೀ ಮಹಾವಿಷ್ಣು ದೇವಳ ವಾರ್ಷಿಕ ಜಾತ್ರೆ	[46, 1289, 239, 1360]
story-headline: ಪಾಂಡಿ ಶಾಲೆ: ಸ್ಮಾರ್ಟ್ 40 ಶಿಬಿರ ಉದ್ಘಾಟನೆ	[737, 1443, 1133, 1472]
bullet-item: ಬಿಜೆಪಿ ಎಣ್ಮಕಜೆ ಪಂ.ಸಮಿತಿ ನೇತೃತ್ವ ನಡೆಯಿತು ಪ್ರತಿಭಟನೆ	[513, 990, 686, 1018]
camp-banner: SMART-40 CAMP	[845, 1509, 991, 1535]
story-col	[940, 1661, 1133, 1742]
lead-subhead: ಕೇಂದ್ರದ ಯೋಜನೆ ಜಾರಿಗೊಳಿಸುತ್ತಿಲ್ಲ	[295, 430, 440, 445]
story-headline: ಕೆಎಸ್‌ಟಿಎ ಉಪ್ಪಳ ಘಟಕ ಸಮಾವೇಶ	[1152, 1528, 1505, 1556]
column-header-text: ಸುತ್ತಮುತ್ತ	[69, 201, 157, 232]
lead-body: ಜಿ.ಶಾಹಜಾನ್ ಜನಪ್ರತಿನಿಧಿಗಳು ಮತ್ತು ಸಂಘಟನೆಯ ನಡುವೆ ಪರಸ್ಪರ ಸಂಪರ್ಕ ಬೆಸೆಯುವ ವಿಷಯದಲ್ಲಿ ಮಾತನಾಡಿದರು. ಬಿಜೆಪಿ ಜಿಲ್ಲಾ ಪ್ರಧಾನ ಕಾರ್ಯದರ್ಶಿಗಳಾದ ಪಿ.ಆರ್.ಸುನಿಲ್, ಮನುಲಾಲ್ ಮೇಲತ್, ಜಿಲ್ಲಾ ಉಪಾಧ್ಯಕ್ಷ ಕೆ.ರಮೇಶ್, ಜಿಲ್ಲಾ ಕೋಶಾಧಿಕಾರಿ ಉಪಸ್ಥಿತರಿದ್ದರು.	[783, 583, 1014, 663]
deity-photo	[46, 1364, 138, 1495]
left-column	[46, 201, 276, 2190]
speaker-photo	[1267, 313, 1502, 428]
column-header	[46, 201, 276, 239]
story-body: ಎಸ್.ಎಸ್.ಎಲ್.ಸಿ. ಪರೀಕ್ಷೆಯಲ್ಲಿ ಉತ್ತಮ ಅಂಕ ಗಳಿಸಿದ ವಿದ್ಯಾರ್ಥಿಗಳನ್ನು ಅಭಿನಂದಿಸಲಾಯಿತು. ಶಾಲಾ ಮುಖ್ಯೋಪಾಧ್ಯಾಯರು ಸ್ವಾಗತಿಸಿ, ಶಿಕ್ಷಕಿ ವಂದಿಸಿದರು. ಶಿಕ್ಷಕ ಕಾರ್ಯಕ್ರಮ ನಿರೂಪಿಸಿದರು.	[511, 1634, 719, 1697]
info-bar	[46, 160, 1505, 190]
side-box-body: ಪ್ರೌಢಶಾಲೆಗಳಲ್ಲಿನ ಸಮುದಾಯ ಭವನಗಳು, ಮೆಟ್ರಿಕ್ ಪೂರ್ವ, ಮೆಟ್ರಿಕ್ ನಂತರದ ಹಾಸ್ಟೆಲ್‌ಗಳಿಗೆ ಪುಸ್ತಕ ಸಂಗ್ರಹವನ್ನು ಅಗತ್ಯವನುಸಾರ ವಿತರಿಸುವುದು. ಮಕ್ಕಳು, ಯುವಜನರು ಓದುವ ಅಭ್ಯಾಸವನ್ನು ಬೆಳೆಸಲು ಪ್ರೇರೇಪಿಸುವುದು ಉದ್ದೇಶ.	[1333, 950, 1497, 1046]
quote-title	[1273, 433, 1496, 448]
story-col	[1152, 1699, 1325, 1780]
story-madhur	[734, 716, 1133, 1330]
story-body	[737, 1661, 931, 1742]
theyyam-photo	[46, 724, 146, 862]
brief-body-text: ಬೆಳ್ಳೂರು ಶ್ರೀ ಮಹಾವಿಷ್ಣು ದೇವಸ್ಥಾನದ ವಾರ್ಷಿಕ ಜಾತ್ರಾ ಮಹೋತ್ಸವ ಜ.22 ಮತ್ತು 23ರಂದು ನಡೆಯಲಿದೆ. ಜ.21ರಂದು ಸಂಜೆ 4 ಗಂಟೆಗೆ ನಾಟೆಕಲ್ಲು ಶ್ರೀ ಅಯ್ಯಪ್ಪ ಭಜನಾ ಮಂದಿರದ ಬಳಿ ಹಸಿರುವಾಣಿ ಮೆರವಣಿಗೆ ಆರಂಭವಾಗಲಿದೆ. ಜ.22ರಂದು ಬೆಳಗ್ಗೆ 7ರಿಂದ ಗಣಪತಿ ಹೋಮ, ನವಕ, 8ರಿಂದ ವಿವಿಧ ಭಜನಾ ಸಂಘಗಳಿಂದ ಭಜನೆ, 11ರಿಂದ ಸಾಂಸ್ಕೃತಿಕ ಕಾರ್ಯಕ್ರಮ, ಮಧ್ಯಾಹ್ನ ಅನ್ನಸಂತರ್ಪಣೆ, ಅಪರಾಹ್ನ 2.30ರಿಂದ ಬಲಿ ಮಹೋತ್ಸವ ಬಳಿಕ ದೇವರಿಗೆ ಕಟ್ಟೆಪೂಜೆ, ರಾತ್ರಿ 9.30ರಿಂದ ಯಕ್ಷಗಾನ ಬಯಲಾಟ ನಡೆಯಲಿದೆ.	[46, 1364, 276, 1592]
